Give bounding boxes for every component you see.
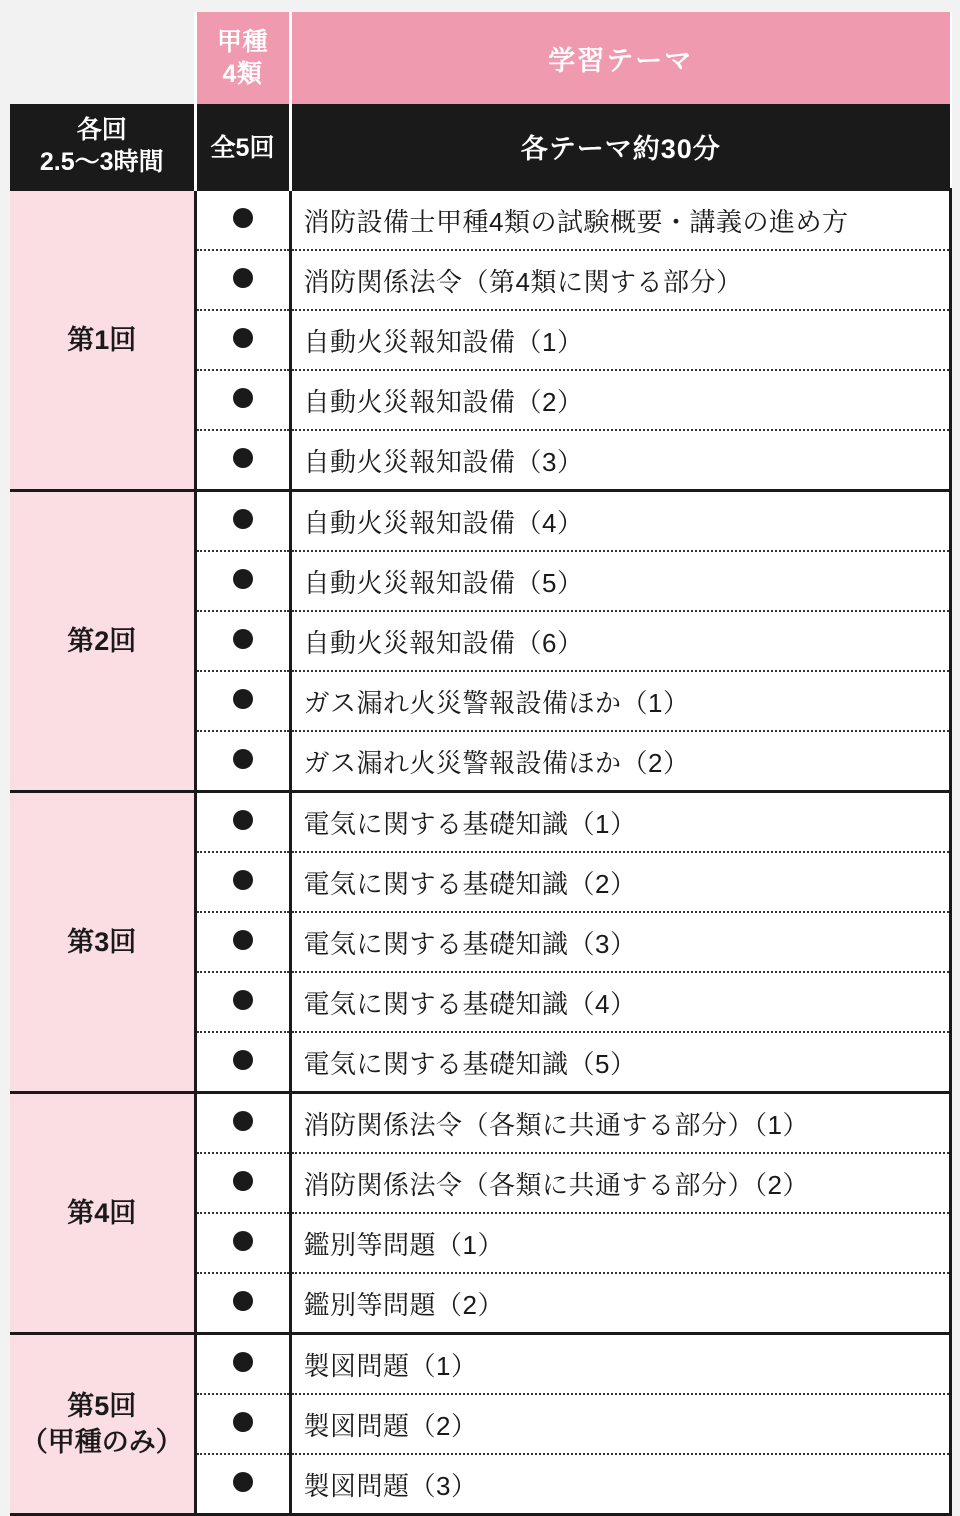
filled-circle-icon <box>195 671 290 731</box>
circle-mark <box>233 388 253 408</box>
circle-mark <box>233 1352 253 1372</box>
theme-label: 製図問題（1） <box>290 1334 950 1395</box>
circle-mark <box>233 930 253 950</box>
circle-mark <box>233 1111 253 1131</box>
filled-circle-icon <box>195 491 290 552</box>
header-theme-duration: 各テーマ約30分 <box>290 104 950 190</box>
filled-circle-icon <box>195 551 290 611</box>
theme-label: ガス漏れ火災警報設備ほか（2） <box>290 731 950 792</box>
filled-circle-icon <box>195 370 290 430</box>
filled-circle-icon <box>195 1454 290 1515</box>
session-round-label: 第5回 （甲種のみ） <box>10 1334 195 1515</box>
theme-label: 電気に関する基礎知識（4） <box>290 972 950 1032</box>
filled-circle-icon <box>195 1213 290 1273</box>
table-row <box>10 1093 950 1154</box>
circle-mark <box>233 1171 253 1191</box>
circle-mark <box>233 569 253 589</box>
theme-label: 消防関係法令（各類に共通する部分）（1） <box>290 1093 950 1154</box>
header-session-duration: 各回 2.5〜3時間 <box>10 104 195 190</box>
circle-mark <box>233 448 253 468</box>
theme-label: 自動火災報知設備（4） <box>290 491 950 552</box>
theme-label: 自動火災報知設備（1） <box>290 310 950 370</box>
table-row <box>10 1334 950 1395</box>
filled-circle-icon <box>195 1093 290 1154</box>
theme-label: ガス漏れ火災警報設備ほか（1） <box>290 671 950 731</box>
filled-circle-icon <box>195 972 290 1032</box>
circle-mark <box>233 810 253 830</box>
schedule-page <box>0 12 960 1501</box>
circle-mark <box>233 629 253 649</box>
filled-circle-icon <box>195 912 290 972</box>
session-round-label: 第3回 <box>10 792 195 1093</box>
theme-label: 製図問題（2） <box>290 1394 950 1454</box>
filled-circle-icon <box>195 190 290 251</box>
theme-label: 電気に関する基礎知識（5） <box>290 1032 950 1093</box>
table-header-row-secondary <box>10 104 950 190</box>
table-header-row-primary <box>10 12 950 104</box>
circle-mark <box>233 1231 253 1251</box>
header-corner-blank <box>10 12 195 104</box>
filled-circle-icon <box>195 731 290 792</box>
circle-mark <box>233 749 253 769</box>
session-round-label: 第2回 <box>10 491 195 792</box>
theme-label: 自動火災報知設備（6） <box>290 611 950 671</box>
course-schedule-table <box>10 12 952 1516</box>
theme-label: 電気に関する基礎知識（3） <box>290 912 950 972</box>
theme-label: 鑑別等問題（1） <box>290 1213 950 1273</box>
filled-circle-icon <box>195 310 290 370</box>
theme-label: 自動火災報知設備（2） <box>290 370 950 430</box>
filled-circle-icon <box>195 250 290 310</box>
filled-circle-icon <box>195 1394 290 1454</box>
circle-mark <box>233 1050 253 1070</box>
circle-mark <box>233 870 253 890</box>
table-row <box>10 491 950 552</box>
filled-circle-icon <box>195 430 290 491</box>
theme-label: 電気に関する基礎知識（2） <box>290 852 950 912</box>
theme-label: 製図問題（3） <box>290 1454 950 1515</box>
theme-label: 消防関係法令（第4類に関する部分） <box>290 250 950 310</box>
filled-circle-icon <box>195 1153 290 1213</box>
circle-mark <box>233 1472 253 1492</box>
theme-label: 自動火災報知設備（5） <box>290 551 950 611</box>
circle-mark <box>233 509 253 529</box>
circle-mark <box>233 208 253 228</box>
theme-label: 電気に関する基礎知識（1） <box>290 792 950 853</box>
circle-mark <box>233 990 253 1010</box>
filled-circle-icon <box>195 611 290 671</box>
header-kou-category: 甲種 4類 <box>195 12 290 104</box>
table-row <box>10 190 950 251</box>
circle-mark <box>233 689 253 709</box>
theme-label: 自動火災報知設備（3） <box>290 430 950 491</box>
table-row <box>10 792 950 853</box>
session-round-label: 第1回 <box>10 190 195 491</box>
circle-mark <box>233 1291 253 1311</box>
header-total-sessions: 全5回 <box>195 104 290 190</box>
filled-circle-icon <box>195 1273 290 1334</box>
circle-mark <box>233 1412 253 1432</box>
schedule-body <box>10 190 950 1515</box>
header-study-theme: 学習テーマ <box>290 12 950 104</box>
session-round-label: 第4回 <box>10 1093 195 1334</box>
circle-mark <box>233 268 253 288</box>
circle-mark <box>233 328 253 348</box>
theme-label: 鑑別等問題（2） <box>290 1273 950 1334</box>
theme-label: 消防関係法令（各類に共通する部分）（2） <box>290 1153 950 1213</box>
filled-circle-icon <box>195 852 290 912</box>
filled-circle-icon <box>195 792 290 853</box>
theme-label: 消防設備士甲種4類の試験概要・講義の進め方 <box>290 190 950 251</box>
filled-circle-icon <box>195 1334 290 1395</box>
filled-circle-icon <box>195 1032 290 1093</box>
